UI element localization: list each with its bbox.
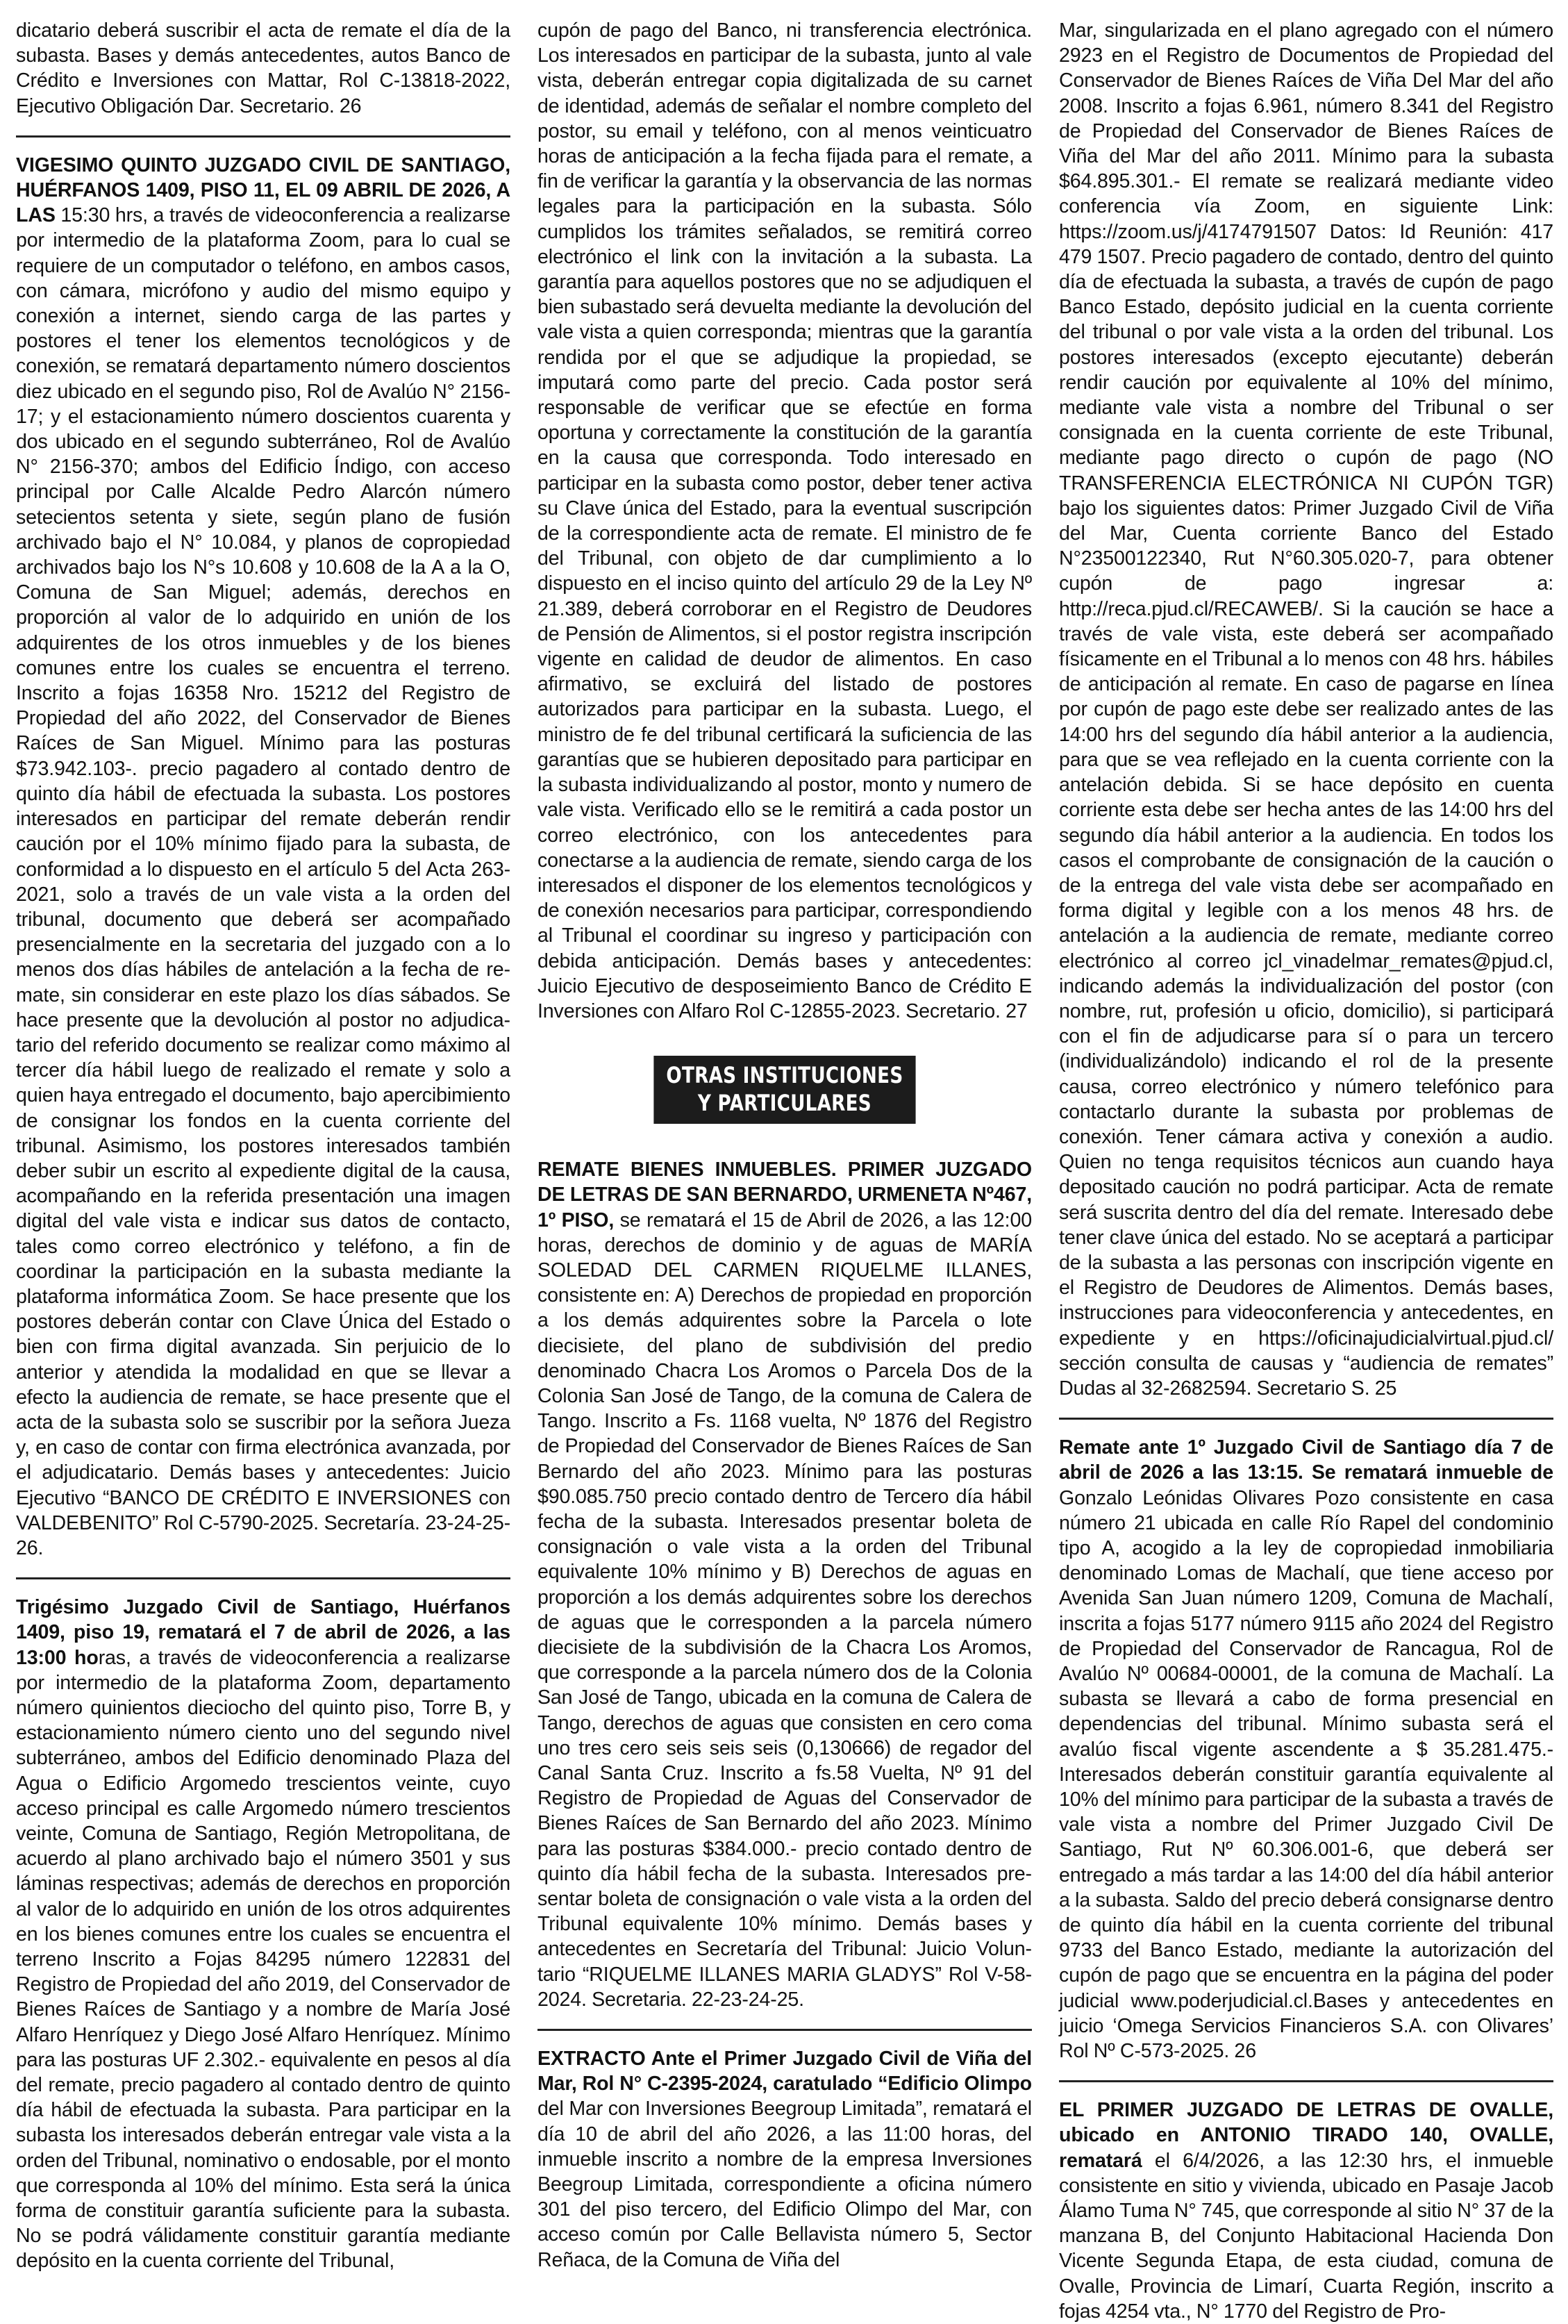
notice-heading: REMATE BIENES INMUEBLES. PRIMER JUZGADO DE LETRAS DE SAN BERNARDO, URMENETA Nº467, 1º PISO, [537, 1159, 1032, 1231]
notice-body: se rematará el 15 de Abril de 2026, a las 12:00 horas, derechos de dominio y de aguas de MARÍA SOLEDAD DEL CARMEN RIQUELME ILLANES, consistente en: A) Derechos de propiedad en proporción a los demás adquirentes sobre la Parcela o lote diecisiete, del plano de subdivisión del predio denominado Chacra Los Aromos o Parcela Dos de la Colonia San José de Tango, de la comuna de Calera de Tango. Inscrito a Fs. 1168 vuelta, Nº 1876 del Registro de Propiedad del Conservador de Bienes Raíces de San Bernardo del año 2023. Mínimo para las posturas $90.085.750 precio contado dentro de Tercero día hábil fecha de la subasta. Interesados presentar boleta de consignación o vale vista a la orden del Tribunal equivalente 10% mínimo y B) Derechos de aguas en proporción a los demás adquirentes sobre los derechos de aguas que le corresponden a la parcela número diecisiete de la subdivisión de la Chacra Los Aromos, que corresponde a la parcela número dos de la Colonia San José de Tango, ubicada en la comuna de Calera de Tango, derechos de aguas que consisten en cero coma uno tres cero seis seis seis (0,130666) de regador del Canal Santa Cruz. Inscrito a fs.58 Vuelta, Nº 91 del Registro de Propiedad de Aguas del Conservador de Bienes Raíces de San Bernardo del año 2023. Mínimo para las posturas $384.000.- precio contado dentro de quinto día hábil fecha de la subasta. Interesados presentar boleta de consignación o vale vista a la orden del Tribunal equivalente 10% mínimo. Demás bases y antecedentes en Secretaría del Tribunal: Juicio Voluntario “RIQUELME ILLANES MARIA GLADYS” Rol V-58-2024. Secretaria. 22-23-24-25. [537, 1209, 1032, 2011]
notice-divider [537, 2029, 1032, 2031]
legal-notice [537, 2046, 1032, 2273]
section-banner-line: OTRAS INSTITUCIONES [666, 1062, 903, 1089]
legal-notice [537, 1157, 1032, 2012]
notice-heading: VIGESIMO QUINTO JUZGADO CIVIL DE SANTIAGO, HUÉRFANOS 1409, PISO 11, EL 09 ABRIL DE 2026, A LAS [16, 153, 510, 227]
notice-divider [16, 1577, 510, 1579]
section-banner [653, 1056, 915, 1124]
notice-heading: EL PRIMER JUZGADO DE LETRAS DE OVALLE, ubicado en ANTONIO TIRADO 140, OVALLE, rematará [1059, 2099, 1553, 2172]
notice-divider [1059, 2080, 1553, 2082]
section-banner-line: Y PARTICULARES [697, 1090, 871, 1117]
notice-heading: EXTRACTO Ante el Primer Juzgado Civil de Viña del Mar, Rol N° C-2395-2024, caratulado “Edificio Olimpo [537, 2048, 1032, 2095]
legal-notice [16, 1595, 510, 2273]
notice-body: 15:30 hrs, a través de videoconferencia a realizarse por intermedio de la plataforma Zoom, para lo cual se requiere de un computador o teléfono, en ambos casos, con cámara, micrófono y audio del mismo equipo y conexión a internet, siendo carga de las partes y postores el tener los elementos tecnológicos y de conexión, se rematará departamento número doscientos diez ubicado en el segundo piso, Rol de Avalúo N° 2156-17; y el estacionamiento número doscientos cuarenta y dos ubicado en el segundo subterráneo, Rol de Avalúo N° 2156-370; ambos del Edificio Índigo, con acceso principal por Calle Alcalde Pedro Alarcón número setecientos setenta y siete, según plano de fusión archivado bajo el N° 10.084, y planos de copropiedad archivados bajo los N°s 10.608 y 10.608 de la A a la O, Comuna de San Miguel; además, derechos en proporción al valor de lo adquirido en unión de los adquirentes de los otros inmuebles y de los bienes comunes entre los cuales se encuentra el terreno. Inscrito a fojas 16358 Nro. 15212 del Registro de Propiedad del año 2022, del Conservador de Bienes Raíces de San Miguel. Mínimo para las posturas $73.942.103-. precio pagadero al contado dentro de quinto día hábil de efectuada la subasta. Los postores interesados en participar del remate deberán rendir caución por el 10% mínimo fijado para la subasta, de conformidad a lo dispuesto en el artículo 5 del Acta 263-2021, solo a través de un vale vista a la orden del tribunal, documento que deberá ser acompañado presencialmente en la secretaria del juzgado con a lo menos dos días hábiles de antelación a la fecha de remate, sin considerar en este plazo los días sábados. Se hace presente que la devolución al postor no adjudicatario del referido documento se realizar como máximo al tercer día hábil luego de realizado el remate y solo a quien haya entregado el documento, bajo apercibimiento de consignar los fondos en la cuenta corriente del tribunal. Asimismo, los postores interesados también deber subir un escrito al expediente digital de la causa, acompañando en la referida presentación una imagen digital del vale vista e indicar sus datos de contacto, tales como correo electrónico y teléfono, a fin de coordinar la participación en la subasta mediante la plataforma informática Zoom. Se hace presente que los postores deberán contar con Clave Única del Estado o bien con firma digital avanzada. Sin perjuicio de lo anterior y atendida la modalidad en que se llevar a efecto la audiencia de remate, se hace presente que el acta de la subasta solo se suscribir por la señora Jueza y, en caso de contar con firma electrónica avanzada, por el adjudicatario. Demás bases y antecedentes: Juicio Ejecutivo “BANCO DE CRÉDITO E INVERSIONES con VALDEBENITO” Rol C-5790-2025. Secretaría. 23-24-25-26. [16, 204, 510, 1559]
legal-notice [1059, 2098, 1553, 2324]
legal-notice [16, 153, 510, 1561]
notice-divider [1059, 1418, 1553, 1420]
legal-notice [537, 18, 1032, 1024]
legal-notice [1059, 18, 1553, 1401]
notice-body: Gonzalo Leónidas Olivares Pozo consistente en casa número 21 ubicada en calle Río Rapel del condominio tipo A, acogido a la ley de copropiedad inmobiliaria denominado Lomas de Machalí, que tiene acceso por Avenida San Juan número 1209, Comuna de Machalí, inscrita a fojas 5177 número 9115 año 2024 del Registro de Propiedad del Conservador de Rancagua, Rol de Avalúo Nº 00684-00001, de la comuna de Machalí. La subasta se llevará a cabo de forma presencial en dependencias del tribunal. Mínimo subasta será el avalúo fiscal vigente ascendente a $ 35.281.475.- Interesados deberán constituir garantía equivalente al 10% del mínimo para participar de la subasta a través de vale vista a nombre del Primer Juzgado Civil De Santiago, Rut Nº 60.306.001-6, que deberá ser entregado a más tardar a las 14:00 del día hábil anterior a la subasta. Saldo del precio deberá consignarse dentro de quinto día hábil en la cuenta corriente del tribunal 9733 del Banco Estado, mediante la autorización del cupón de pago que se encuentra en la página del poder judicial www.poderjudicial.cl.Bases y antecedentes en juicio ‘Omega Servicios Financieros S.A. con Olivares’ Rol Nº C-573-2025. 26 [1059, 1486, 1553, 2063]
notice-heading: Trigésimo Juzgado Civil de Santiago, Huérfanos 1409, piso 19, rematará el 7 de abril de 2026, a las 13:00 ho [16, 1596, 510, 1669]
notice-body: Mar, singularizada en el plano agregado con el número 2923 en el Registro de Documentos de Propiedad del Conservador de Bienes Raíces de Viña Del Mar del año 2008. Inscrito a fojas 6.961, número 8.341 del Registro de Propiedad del Conservador de Bienes Raíces de Viña del Mar del año 2011. Mínimo para la subasta $64.895.301.- El remate se realizará mediante video conferencia vía Zoom, en siguiente Link: https://zoom.us/j/4174791507 Datos: Id Reunión: 417 479 1507. Precio pagadero de contado, dentro del quinto día de efectuada la subasta, a través de cupón de pago Banco Estado, depósito judicial en la cuenta corriente del tribunal o por vale vista a la orden del tribunal. Los postores interesados (excepto ejecutante) deberán rendir caución por equivalente al 10% del mínimo, mediante vale vista a nombre del Tribunal o ser consignada en la cuenta corriente de este Tribunal, mediante pago directo o cupón de pago (NO TRANSFERENCIA ELECTRÓNICA NI CUPÓN TGR) bajo los siguientes datos: Primer Juzgado Civil de Viña del Mar, Cuenta corriente Banco del Estado N°23500122340, Rut N°60.305.020-7, para obtener cupón de pago ingresar a: http://reca.pjud.cl/RECAWEB/. Si la caución se hace a través de vale vista, este deberá ser acompañado físicamente en el Tribunal a lo menos con 48 hrs. hábiles de anticipación al remate. En caso de pagarse en línea por cupón de pago este debe ser realizado antes de las 14:00 hrs del segundo día hábil anterior a la audiencia, para que se vea reflejado en la cuenta corriente con la antelación debida. Si se hace depósito en cuenta corriente esta debe ser hecha antes de las 14:00 hrs del segundo día hábil anterior a la audiencia. En todos los casos el comprobante de consignación de la caución o de la entrega del vale vista debe ser acompañado en forma digital y legible con a los menos 48 hrs. de antelación a la audiencia de remate, mediante correo electrónico al correo jcl_vinadelmar_remates@pjud.cl, indicando además la individualización del postor (con nombre, rut, profesión u oficio, domicilio), si participará con el fin de adjudicarse para sí o para un tercero (individualizándolo) indicando el rol de la presente causa, correo electrónico y número telefónico para contactarlo durante la subasta por problemas de conexión. Tener cámara activa y conexión a audio. Quien no tenga requisitos técnicos aun cuando haya depositado caución no podrá participar. Acta de remate será suscrita dentro del día del remate. Interesado debe tener clave única del estado. No se aceptará a participar de la subasta a las personas con inscripción vigente en el Registro de Deudores de Alimentos. Demás bases, instrucciones para videoconferencia y antecedentes, en expediente y en https://oficinajudicialvirtual.pjud.cl/ sección consulta de causas y “audiencia de remates” Dudas al 32-2682594. Secretario S. 25 [1059, 19, 1553, 1400]
column-middle [537, 18, 1032, 2271]
column-right [1059, 18, 1554, 2323]
legal-notice [16, 18, 510, 119]
notice-body: el 6/4/2026, a las 12:30 hrs, el inmueble consistente en sitio y vivienda, ubicado en Pasaje Jacob Álamo Tuma N° 745, que corresponde al sitio N° 37 de la manzana B, del Conjunto Habitacional Hacienda Don Vicente Segunda Etapa, de esta ciudad, comuna de Ovalle, Provincia de Limarí, Cuarta Región, inscrito a fojas 4254 vta., N° 1770 del Registro de Pro- [1059, 2149, 1554, 2323]
notice-heading: Remate ante 1º Juzgado Civil de Santiago día 7 de abril de 2026 a las 13:15. Se rematará inmueble de [1059, 1436, 1553, 1484]
notice-body: ras, a través de videoconferencia a realizarse por intermedio de la plataforma Zoom, departamento número quinientos dieciocho del quinto piso, Torre B, y estacionamiento número ciento uno del segundo nivel subterráneo, ambos del Edificio denominado Plaza del Agua o Edificio Argomedo trescientos veinte, cuyo acceso principal es calle Argomedo número trescientos veinte, Comuna de Santiago, Región Metropolitana, de acuerdo al plano archivado bajo el número 3501 y sus láminas respectivas; además de derechos en proporción al valor de lo adquirido en unión de los otros adquirentes en los bienes comunes entre los cuales se encuentra el terreno Inscrito a Fojas 84295 número 122831 del Registro de Propiedad del año 2019, del Conservador de Bienes Raíces de Santiago y a nombre de María José Alfaro Henríquez y Diego José Alfaro Henríquez. Mínimo para las posturas UF 2.302.- equivalente en pesos al día del remate, precio pagadero al contado dentro de quinto día hábil de efectuada la subasta. Para participar en la subasta los interesados deberán entregar vale vista a la orden del Tribunal, nominativo o endosable, por el monto que corresponda al 10% del mínimo. Esta será la única forma de constituir garantía suficiente para la subasta. No se podrá válidamente constituir garantía mediante depósito en la cuenta corriente del Tribunal, [16, 1646, 510, 2273]
notice-body: del Mar con Inversiones Beegroup Limitada”, rematará el día 10 de abril del año 2026, a las 11:00 horas, del inmueble inscrito a nombre de la empresa Inversiones Beegroup Limitada, correspondiente a oficina número 301 del piso tercero, del Edificio Olimpo del Mar, con acceso común por Calle Bellavista número 5, Sector Reñaca, de la Comuna de Viña del [537, 2098, 1032, 2271]
legal-notice [1059, 1435, 1553, 2064]
notice-body: dicatario deberá suscribir el acta de remate el día de la subasta. Bases y demás antecedentes, autos Banco de Crédito e Inversiones con Mattar, Rol C-13818-2022, Ejecutivo Obligación Dar. Secretario. 26 [16, 19, 510, 117]
section-banner-wrap [537, 1056, 1032, 1124]
notice-divider [16, 135, 510, 138]
notice-body: cupón de pago del Banco, ni transferencia electrónica. Los interesados en participar de la subasta, junto al vale vista, deberán entregar copia digitalizada de su carnet de identidad, además de señalar el nombre completo del postor, su email y teléfono, con al menos veinticuatro horas de anticipación a la fecha fijada para el remate, a fin de verificar la garantía y la observancia de las normas legales para la participación en la subasta. Sólo cumplidos los trámites señalados, se remitirá correo electrónico el link con la invitación a la subasta. La garantía para aquellos postores que no se adjudiquen el bien subastado será devuelta mediante la devolución del vale vista a quien corresponda; mientras que la garantía rendida por el que se adjudique la propiedad, se imputará como parte del precio. Cada postor será responsable de verificar que se efectúe en forma oportuna y correctamente la constitución de la garantía en la causa que corresponda. Todo interesado en participar en la subasta como postor, deber tener activa su Clave única del Estado, para la eventual suscripción de la correspondiente acta de remate. El ministro de fe del Tribunal, con objeto de dar cumplimiento a lo dispuesto en el inciso quinto del artículo 29 de la Ley Nº 21.389, deberá corroborar en el Registro de Deudores de Pensión de Alimentos, si el postor registra inscripción vigente en calidad de deudor de alimentos. En caso afirmativo, se excluirá del listado de postores autorizados para participar en la subasta. Luego, el ministro de fe del tribunal certificará la suficiencia de las garantías que se hubieren depositado para participar en la subasta individualizando al postor, monto y numero de vale vista. Verificado ello se le remitirá a cada postor un correo electrónico, con los antecedentes para conectarse a la audiencia de remate, siendo carga de los interesados el disponer de los elementos tecnológicos y de conexión necesarios para participar, correspondiendo al Tribunal el coordinar su ingreso y participación con debida anticipación. Demás bases y antecedentes: Juicio Ejecutivo de desposeimiento Banco de Crédito E Inversiones con Alfaro Rol C-12855-2023. Secretario. 27 [537, 19, 1032, 1022]
column-left [16, 18, 510, 2273]
